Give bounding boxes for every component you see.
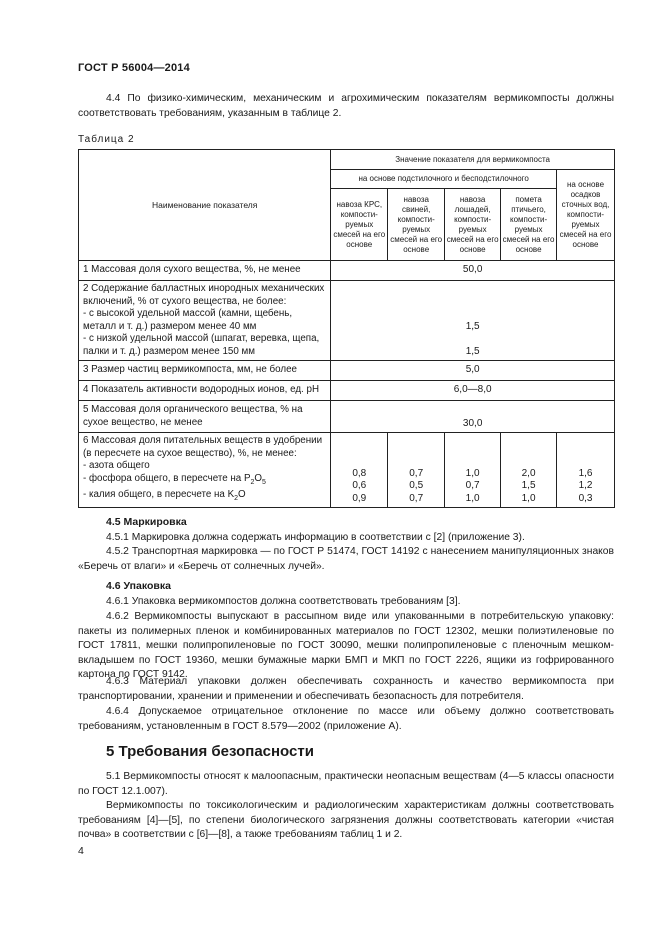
paragraph-4-4-text: 4.4 По физико-химическим, механическим и агрохимическим показателям вермикомпосты должны соответствовать требованиям, указанным в таблице 2. xyxy=(78,93,614,119)
row-1-name: 1 Массовая доля сухого вещества, %, не менее xyxy=(79,261,331,281)
column-header-pigs: навоза свиней, компости-руемых смесей на его основе xyxy=(388,189,445,261)
row-2-values xyxy=(331,281,615,361)
row-6b-name: - фосфора общего, в пересчете на $P_2O_5$ xyxy=(83,472,266,486)
row-2a-value: 1,5 xyxy=(465,321,480,332)
row-6a-name: - азота общего xyxy=(83,460,150,471)
row-2-title: 2 Содержание балластных инородных механических включений, % от сухого вещества, не более: xyxy=(83,283,325,307)
row-6-col-5: 1,6 1,2 0,3 xyxy=(557,433,615,508)
paragraph-4-5-2: 4.5.2 Транспортная маркировка — по ГОСТ Р 51474, ГОСТ 14192 с нанесением манипуляционных знаков «Беречь от влаги» и «Беречь от солнечных лучей». xyxy=(78,546,614,572)
page-number: 4 xyxy=(78,845,84,857)
paragraph-4-6-2: 4.6.2 Вермикомпосты выпускают в рассыпном виде или упакованными в потребительскую упаковку: пакеты из полимерных пленок и комбинированных материалов по ГОСТ 12302, мешки полиэтиленовые по ГОСТ 17811, мешки полипропиленовые по ГОСТ 30090, мешки полипропиленовые с пленочным мешком-вкладышем по ГОСТ 19360, мешки бумажные марки БМП и МКП по ГОСТ 2226, ящики из гофрированного картона по ГОСТ 9142. xyxy=(78,611,614,680)
row-6-col-4: 2,0 1,5 1,0 xyxy=(501,433,557,508)
row-2b-name: - с низкой удельной массой (шпагат, веревка, щепа, палки и т. д.) размером менее 150 мм xyxy=(83,333,320,357)
table-2 xyxy=(78,149,615,508)
value-header: Значение показателя для вермикомпоста xyxy=(331,150,615,170)
row-1-value: 50,0 xyxy=(331,261,615,281)
column-header-cattle: навоза КРС, компости-руемых смесей на его основе xyxy=(331,189,388,261)
row-2-name xyxy=(79,281,331,361)
row-6-col-2: 0,7 0,5 0,7 xyxy=(388,433,445,508)
table-caption: Таблица 2 xyxy=(78,134,135,145)
row-2a-name: - с высокой удельной массой (камни, щебень, металл и т. д.) размером менее 40 мм xyxy=(83,308,293,332)
row-6c-name: - калия общего, в пересчете на $K_2O$ xyxy=(83,488,246,502)
section-5-title: 5 Требования безопасности xyxy=(106,743,314,760)
paragraph-4-6-4: 4.6.4 Допускаемое отрицательное отклонение по массе или объему должно соответствовать требованиям, установленным в ГОСТ 8.579—2002 (приложение А). xyxy=(78,706,614,732)
row-5-name: 5 Массовая доля органического вещества, % на сухое вещество, не менее xyxy=(79,401,331,433)
row-2b-value: 1,5 xyxy=(465,345,480,357)
row-3-value: 5,0 xyxy=(331,361,615,381)
column-header-poultry: помета птичьего, компости-руемых смесей на его основе xyxy=(501,189,557,261)
paragraph-4-5-1: 4.5.1 Маркировка должна содержать информацию в соответствии с [2] (приложение 3). xyxy=(106,532,525,543)
paragraph-4-6-3: 4.6.3 Материал упаковки должен обеспечивать сохранность и качество вермикомпоста при транспортировании, хранении и применении и обеспечивать безопасность для потребителя. xyxy=(78,676,614,702)
row-6-name xyxy=(79,433,331,508)
row-3-name: 3 Размер частиц вермикомпоста, мм, не более xyxy=(79,361,331,381)
column-header-horses: навоза лошадей, компости-руемых смесей на его основе xyxy=(445,189,501,261)
row-4-value: 6,0—8,0 xyxy=(331,381,615,401)
row-4-name: 4 Показатель активности водородных ионов, ед. pH xyxy=(79,381,331,401)
paragraph-5-1: 5.1 Вермикомпосты относят к малоопасным, практически неопасным веществам (4—5 классы опасности по ГОСТ 12.1.007). xyxy=(78,771,614,797)
section-4-6-title: 4.6 Упаковка xyxy=(106,580,171,592)
paragraph-4-6-1: 4.6.1 Упаковка вермикомпостов должна соответствовать требованиям [3]. xyxy=(106,596,461,607)
section-4-5-title: 4.5 Маркировка xyxy=(106,516,187,528)
paragraph-5-1-cont: Вермикомпосты по токсикологическим и радиологическим характеристикам должны соответствовать требованиям [4]—[5], по степени биологического загрязнения должны соответствовать категории «чистая почва» в соответствии с [6]—[8], а также требованиям таблиц 1 и 2. xyxy=(78,800,614,840)
column-header-name: Наименование показателя xyxy=(79,150,331,261)
bedding-header: на основе подстилочного и бесподстилочного xyxy=(331,170,557,189)
paragraph-4-4 xyxy=(78,92,614,121)
row-5-value: 30,0 xyxy=(331,401,615,433)
row-6-title: 6 Массовая доля питательных веществ в удобрении (в пересчете на сухое вещество), %, не менее: xyxy=(83,435,323,459)
doc-header: ГОСТ Р 56004—2014 xyxy=(78,62,190,74)
row-6-col-3: 1,0 0,7 1,0 xyxy=(445,433,501,508)
row-6-col-1: 0,8 0,6 0,9 xyxy=(331,433,388,508)
sewage-header: на основе осадков сточных вод, компости-руемых смесей на его основе xyxy=(557,170,615,261)
